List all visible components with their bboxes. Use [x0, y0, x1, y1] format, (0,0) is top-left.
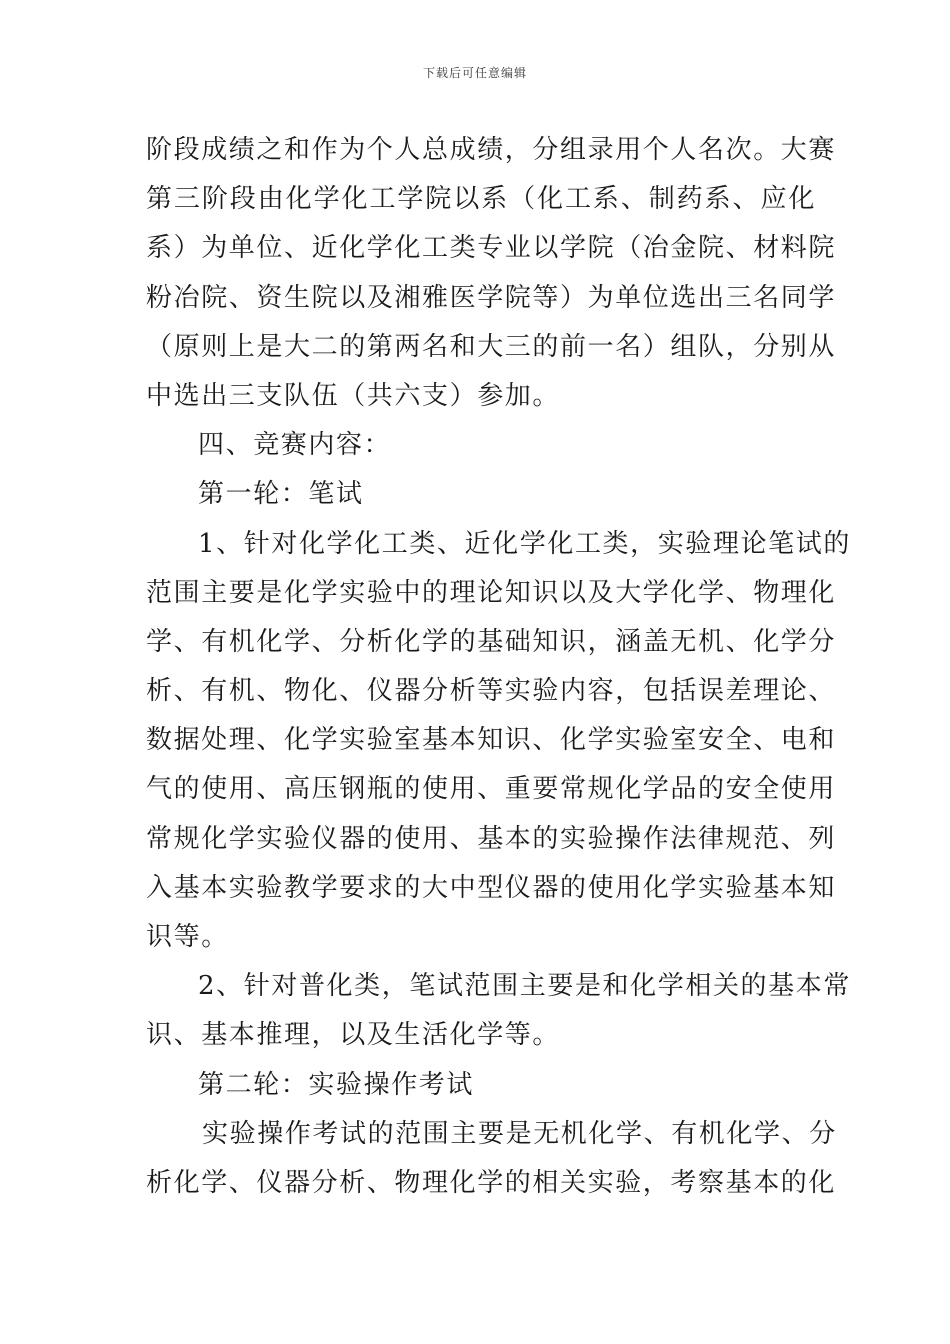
section-heading: 四、竞赛内容：: [198, 430, 392, 461]
text-line: 1、针对化学化工类、近化学化工类，实验理论笔试的: [198, 528, 851, 559]
text-line: 数据处理、化学实验室基本知识、化学实验室安全、电和: [146, 725, 837, 756]
text-line: 实验操作考试的范围主要是无机化学、有机化学、分: [202, 1118, 837, 1149]
page-header: 下载后可任意编辑: [422, 66, 527, 80]
text-line: 范围主要是化学实验中的理论知识以及大学化学、物理化: [146, 577, 837, 608]
text-line: 阶段成绩之和作为个人总成绩，分组录用个人名次。大赛: [146, 135, 837, 165]
text-line: 粉冶院、资生院以及湘雅医学院等）为单位选出三名同学: [146, 282, 837, 313]
text-line: （原则上是大二的第两名和大三的前一名）组队，分别从: [146, 331, 837, 362]
text-line: 析化学、仪器分析、物理化学的相关实验，考察基本的化: [146, 1167, 837, 1198]
text-line: 中选出三支队伍（共六支）参加。: [146, 380, 561, 411]
text-line: 析、有机、物化、仪器分析等实验内容，包括误差理论、: [146, 676, 837, 707]
text-line: 入基本实验教学要求的大中型仪器的使用化学实验基本知: [146, 872, 837, 903]
text-line: 系）为单位、近化学化工类专业以学院（冶金院、材料院: [146, 233, 837, 264]
text-line: 识、基本推理，以及生活化学等。: [146, 1020, 561, 1051]
text-line: 常规化学实验仪器的使用、基本的实验操作法律规范、列: [146, 823, 837, 854]
text-line: 识等。: [146, 922, 229, 952]
document-body: [146, 126, 851, 1208]
text-line: 2、针对普化类，笔试范围主要是和化学相关的基本常: [198, 971, 851, 1002]
text-line: 气的使用、高压钢瓶的使用、重要常规化学品的安全使用: [146, 774, 837, 805]
subsection-heading: 第一轮：笔试: [198, 479, 364, 510]
subsection-heading: 第二轮：实验操作考试: [198, 1069, 475, 1100]
text-line: 学、有机化学、分析化学的基础知识，涵盖无机、化学分: [146, 626, 837, 657]
text-line: 第三阶段由化学化工学院以系（化工系、制药系、应化: [146, 184, 816, 215]
